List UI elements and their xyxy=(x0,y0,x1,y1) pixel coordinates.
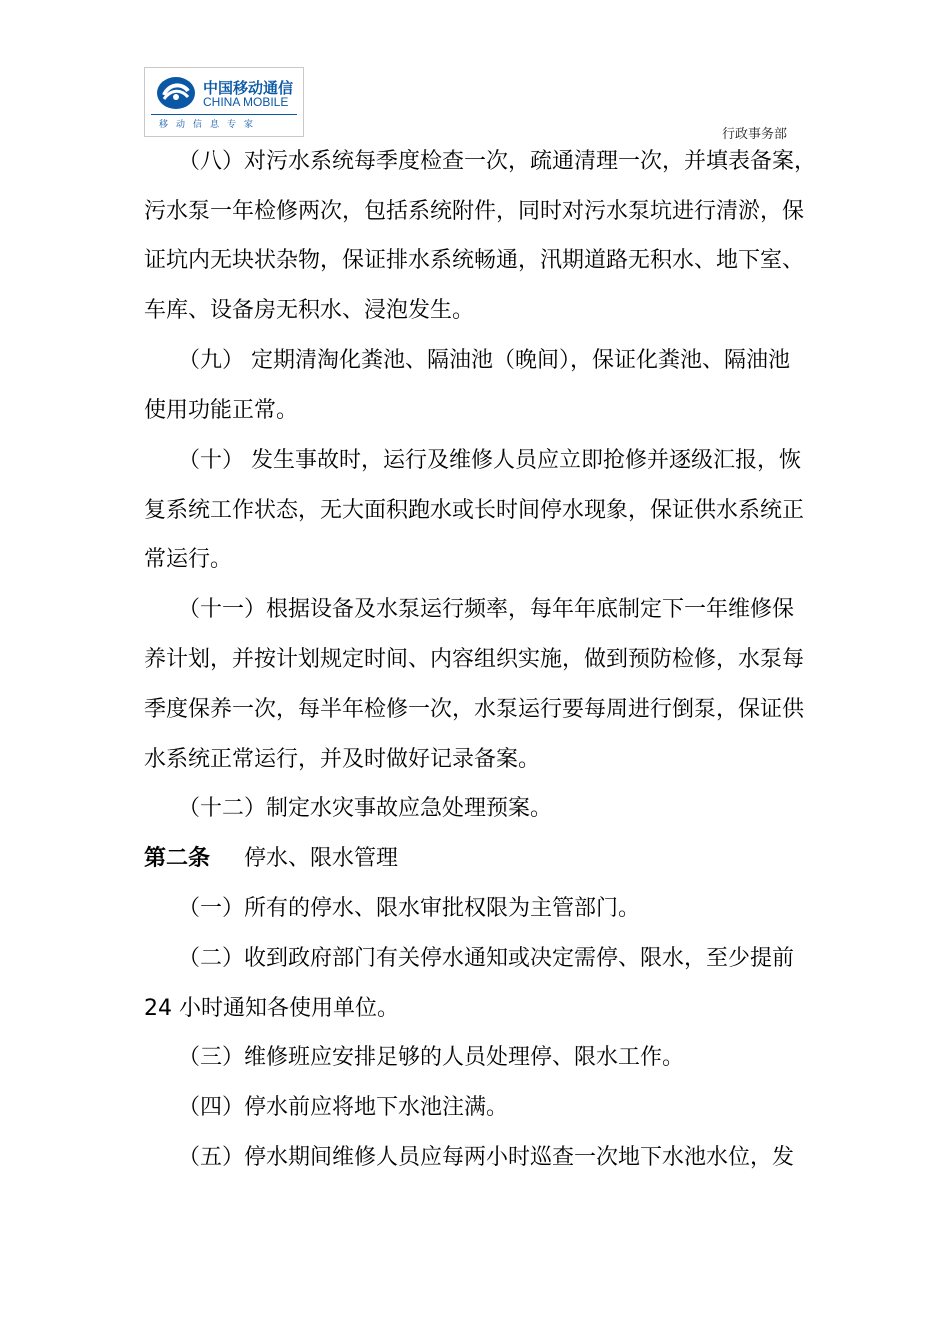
paragraph-line: 证坑内无块状杂物，保证排水系统畅通，汛期道路无积水、地下室、 xyxy=(144,248,805,273)
paragraph-line: 常运行。 xyxy=(144,547,233,572)
paragraph-line: （三）维修班应安排足够的人员处理停、限水工作。 xyxy=(178,1045,685,1070)
logo-slogan: 移动信息专家 xyxy=(159,120,262,130)
logo-chinese-name: 中国移动通信 xyxy=(203,79,294,97)
paragraph-line: （五）停水期间维修人员应每两小时巡查一次地下水池水位，发 xyxy=(178,1145,795,1170)
logo-english-name: CHINA MOBILE xyxy=(203,95,289,109)
paragraph-line: （十） 发生事故时，运行及维修人员应立即抢修并逐级汇报，恢 xyxy=(178,448,801,473)
article-label: 第二条 xyxy=(144,846,211,871)
department-label: 行政事务部 xyxy=(722,127,788,142)
paragraph-line: 使用功能正常。 xyxy=(144,398,299,423)
china-mobile-logo xyxy=(144,67,304,137)
paragraph-line: （八）对污水系统每季度检查一次，疏通清理一次，并填表备案， xyxy=(178,149,817,174)
paragraph-line: （二）收到政府部门有关停水通知或决定需停、限水，至少提前 xyxy=(178,946,795,971)
paragraph-line: （四）停水前应将地下水池注满。 xyxy=(178,1095,509,1120)
paragraph-line: 养计划，并按计划规定时间、内容组织实施，做到预防检修，水泵每 xyxy=(144,647,805,672)
article-title: 停水、限水管理 xyxy=(244,846,399,871)
paragraph-line: 季度保养一次，每半年检修一次，水泵运行要每周进行倒泵，保证供 xyxy=(144,697,805,722)
paragraph-line: 24 小时通知各使用单位。 xyxy=(144,996,399,1021)
china-mobile-emblem-icon xyxy=(155,75,197,111)
paragraph-line: 污水泵一年检修两次，包括系统附件，同时对污水泵坑进行清淤，保 xyxy=(144,199,805,224)
paragraph-line: 水系统正常运行，并及时做好记录备案。 xyxy=(144,747,541,772)
paragraph-line: （十一）根据设备及水泵运行频率，每年年底制定下一年维修保 xyxy=(178,597,795,622)
paragraph-line: （九） 定期清淘化粪池、隔油池（晚间），保证化粪池、隔油池 xyxy=(178,348,790,373)
paragraph-line: 复系统工作状态，无大面积跑水或长时间停水现象，保证供水系统正 xyxy=(144,498,805,523)
paragraph-line: （一）所有的停水、限水审批权限为主管部门。 xyxy=(178,896,641,921)
paragraph-line: （十二）制定水灾事故应急处理预案。 xyxy=(178,796,553,821)
paragraph-line: 车库、设备房无积水、浸泡发生。 xyxy=(144,298,475,323)
